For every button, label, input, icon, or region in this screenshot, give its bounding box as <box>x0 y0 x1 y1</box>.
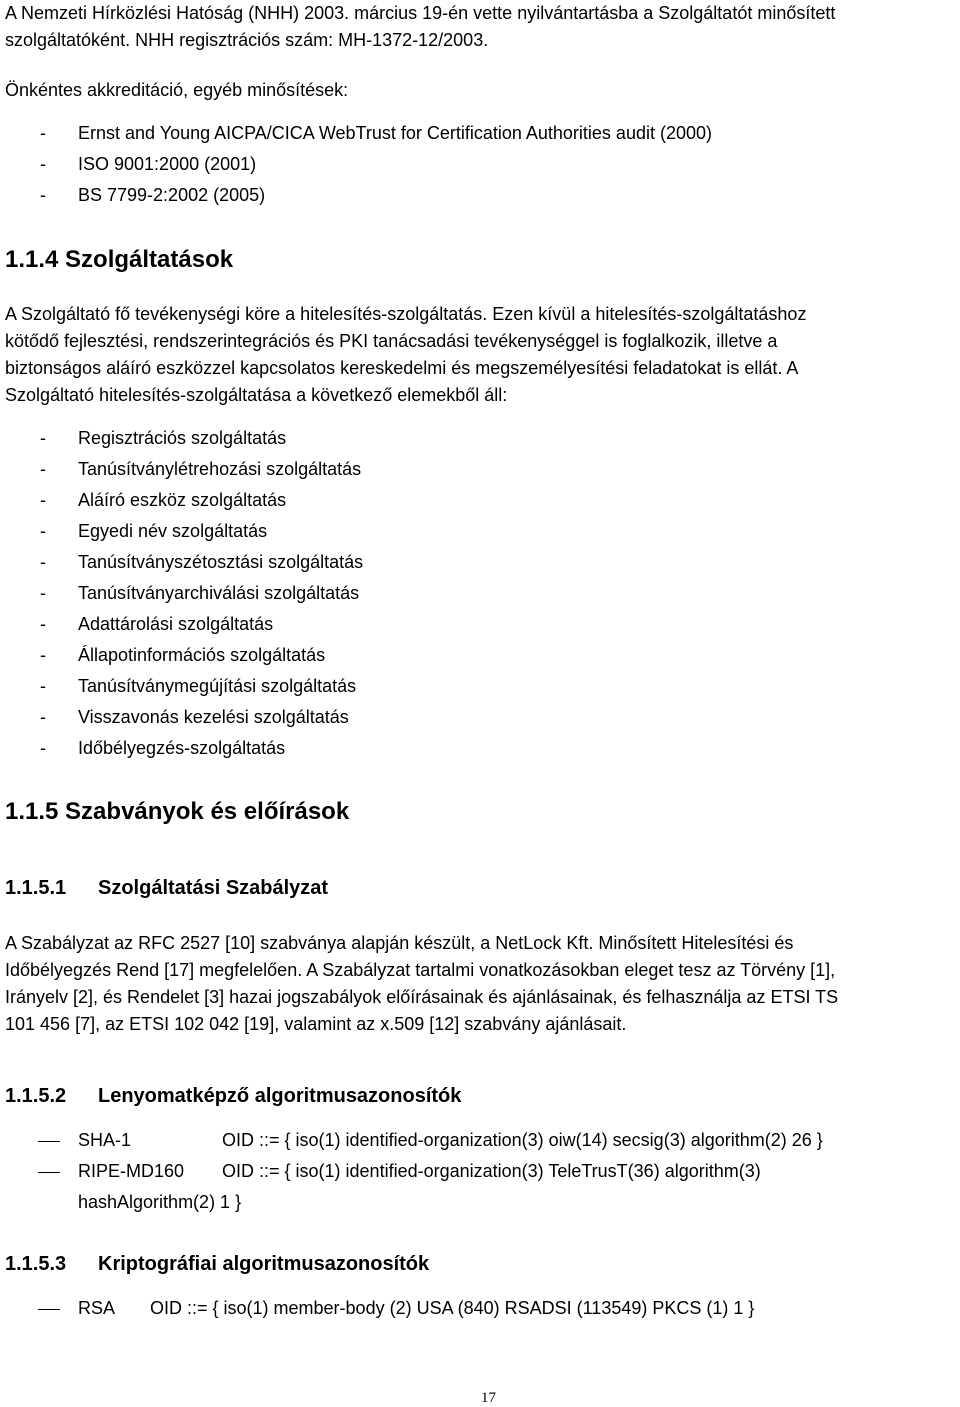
algorithm-oid: OID ::= { iso(1) member-body (2) USA (840) RSADSI (113549) PKCS (1) 1 } <box>150 1298 755 1318</box>
algorithm-oid: OID ::= { iso(1) identified-organization(3) TeleTrusT(36) algorithm(3) <box>222 1161 761 1181</box>
accreditation-item: ISO 9001:2000 (2001) <box>78 154 257 174</box>
algorithm-oid: OID ::= { iso(1) identified-organization(3) oiw(14) secsig(3) algorithm(2) 26 } <box>222 1130 823 1150</box>
subsection-number: 1.1.5.3 <box>5 1253 67 1275</box>
list-dash: - <box>40 154 46 174</box>
list-dash: - <box>40 645 46 665</box>
list-dash <box>38 1141 60 1142</box>
subsection-heading-1-1-5-3 <box>5 1253 429 1276</box>
list-dash: - <box>40 185 46 205</box>
paragraph-line: Szolgáltató hitelesítés-szolgáltatása a következő elemekből áll: <box>5 385 508 405</box>
algorithm-name: SHA-1 <box>78 1130 132 1150</box>
accreditation-item: Ernst and Young AICPA/CICA WebTrust for Certification Authorities audit (2000) <box>78 123 712 143</box>
service-item: Visszavonás kezelési szolgáltatás <box>78 707 349 727</box>
service-item: Egyedi név szolgáltatás <box>78 521 268 541</box>
list-dash: - <box>40 459 46 479</box>
service-item: Adattárolási szolgáltatás <box>78 614 274 634</box>
service-item: Tanúsítványmegújítási szolgáltatás <box>78 676 357 696</box>
list-dash: - <box>40 428 46 448</box>
service-item: Tanúsítványlétrehozási szolgáltatás <box>78 459 362 479</box>
accreditation-item: BS 7799-2:2002 (2005) <box>78 185 266 205</box>
accreditation-heading: Önkéntes akkreditáció, egyéb minősítések: <box>5 80 349 100</box>
list-dash: - <box>40 490 46 510</box>
subsection-number: 1.1.5.1 <box>5 877 67 899</box>
paragraph-line: kötődő fejlesztési, rendszerintegrációs és PKI tanácsadási tevékenységgel is foglalkozik, illetve a <box>5 331 778 351</box>
service-item: Állapotinformációs szolgáltatás <box>78 645 326 665</box>
section-heading-1-1-5: 1.1.5 Szabványok és előírások <box>5 798 350 825</box>
intro-line-1: A Nemzeti Hírközlési Hatóság (NHH) 2003. március 19-én vette nyilvántartásba a Szolgáltatót minősített <box>5 3 836 23</box>
list-dash: - <box>40 707 46 727</box>
algorithm-name: RIPE-MD160 <box>78 1161 185 1181</box>
subsection-heading-1-1-5-2 <box>5 1085 461 1108</box>
subsection-heading-1-1-5-1 <box>5 877 328 900</box>
paragraph-line: 101 456 [7], az ETSI 102 042 [19], valamint az x.509 [12] szabvány ajánlásait. <box>5 1014 627 1034</box>
list-dash <box>38 1172 60 1173</box>
subsection-number: 1.1.5.2 <box>5 1085 67 1107</box>
subsection-title: Lenyomatképző algoritmusazonosítók <box>98 1085 462 1107</box>
section-heading-1-1-4: 1.1.4 Szolgáltatások <box>5 246 234 273</box>
list-dash: - <box>40 521 46 541</box>
service-item: Tanúsítványarchiválási szolgáltatás <box>78 583 360 603</box>
list-dash: - <box>40 738 46 758</box>
paragraph-line: Időbélyegzés Rend [17] megfelelően. A Szabályzat tartalmi vonatkozásokban eleget tesz az Törvény [1], <box>5 960 836 980</box>
paragraph-line: biztonságos aláíró eszközzel kapcsolatos kereskedelmi és megszemélyesítési feladatokat is ellát. A <box>5 358 799 378</box>
intro-line-2: szolgáltatóként. NHH regisztrációs szám: MH-1372-12/2003. <box>5 30 489 50</box>
service-item: Regisztrációs szolgáltatás <box>78 428 287 448</box>
subsection-title: Szolgáltatási Szabályzat <box>98 877 329 899</box>
list-dash <box>38 1309 60 1310</box>
page-number: 17 <box>481 1390 496 1406</box>
list-dash: - <box>40 614 46 634</box>
service-item: Aláíró eszköz szolgáltatás <box>78 490 287 510</box>
subsection-title: Kriptográfiai algoritmusazonosítók <box>98 1253 430 1275</box>
paragraph-line: Irányelv [2], és Rendelet [3] hazai jogszabályok előírásainak és ajánlásainak, és felhasználja az ETSI TS <box>5 987 839 1007</box>
paragraph-line: A Szolgáltató fő tevékenységi köre a hitelesítés-szolgáltatás. Ezen kívül a hitelesítés-szolgáltatáshoz <box>5 304 807 324</box>
list-dash: - <box>40 676 46 696</box>
service-item: Időbélyegzés-szolgáltatás <box>78 738 286 758</box>
algorithm-oid-continuation: hashAlgorithm(2) 1 } <box>78 1192 242 1212</box>
algorithm-name: RSA <box>78 1298 116 1318</box>
list-dash: - <box>40 123 46 143</box>
paragraph-line: A Szabályzat az RFC 2527 [10] szabványa alapján készült, a NetLock Kft. Minősített Hitelesítési és <box>5 933 794 953</box>
list-dash: - <box>40 583 46 603</box>
service-item: Tanúsítványszétosztási szolgáltatás <box>78 552 364 572</box>
list-dash: - <box>40 552 46 572</box>
